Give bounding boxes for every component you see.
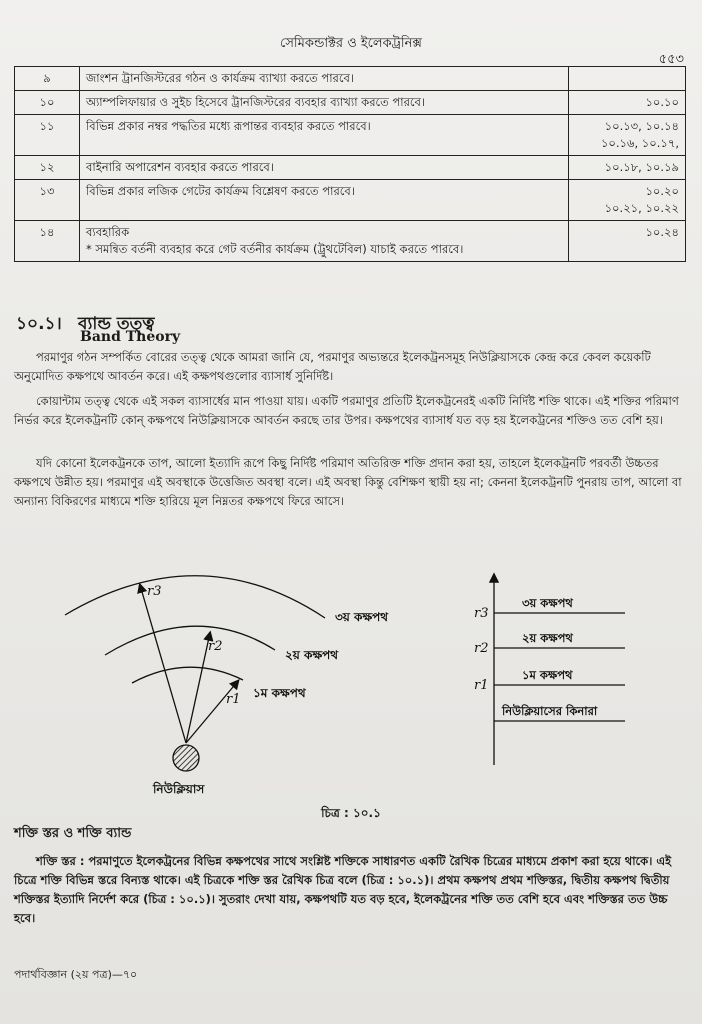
r1-label: r1	[226, 692, 241, 707]
objective-reference: ১০.১৩, ১০.১৪ ১০.১৬, ১০.১৭,	[569, 115, 686, 156]
orbit-3-arc	[65, 576, 325, 618]
paragraph-bohr: পরমাণুর গঠন সম্পর্কিত বোরের তত্ত্ব থেকে আমরা জানি যে, পরমাণুর অভ্যন্তরে ইলেকট্রনসমূহ নিউক্লিয়াসকে কেন্দ্র করে কেবল কয়েকটি অনুমোদিত কক্ষপথে আবর্তন করে। এই কক্ষপথগুলোর ব্যাসার্ধ সুনির্দিষ্ট।	[14, 350, 651, 383]
level-2-label: ২য় কক্ষপথ	[522, 631, 573, 645]
level-1-label: ১ম কক্ষপথ	[522, 668, 573, 682]
page-number: ৫৫৩	[658, 52, 684, 67]
objective-reference: ১০.১৮, ১০.১৯	[569, 156, 686, 180]
marker-r1: r1	[474, 678, 489, 693]
subsection-title: শক্তি স্তর ও শক্তি ব্যান্ড	[14, 826, 132, 841]
objective-text: অ্যাম্পলিফায়ার ও সুইচ হিসেবে ট্রানজিস্টরের ব্যবহার ব্যাখ্যা করতে পারবে।	[80, 91, 569, 115]
figure-caption: চিত্র : ১০.১	[321, 806, 381, 820]
objective-text: বিভিন্ন প্রকার নম্বর পদ্ধতির মধ্যে রূপান্তর ব্যবহার করতে পারবে।	[80, 115, 569, 156]
section-number: ১০.১।	[16, 314, 62, 334]
objective-text: ব্যবহারিক * সমন্বিত বর্তনী ব্যবহার করে গেট বর্তনীর কার্যক্রম (ট্রুথটেবিল) যাচাই করতে পারবে।	[80, 221, 569, 262]
energy-level-term: শক্তি স্তর :	[36, 854, 85, 868]
objective-row	[15, 67, 686, 91]
objective-row	[15, 221, 686, 262]
objective-row	[15, 180, 686, 221]
orbit-1-arc	[132, 667, 243, 683]
objective-reference: ১০.২০ ১০.২১, ১০.২২	[569, 180, 686, 221]
paragraph-excited: যদি কোনো ইলেকট্রনকে তাপ, আলো ইত্যাদি রূপে কিছু নির্দিষ্ট পরিমাণ অতিরিক্ত শক্তি প্রদান করা হয়, তাহলে ইলেকট্রনটি পরবর্তী উচ্চতর কক্ষপথে উন্নীত হয়। পরমাণুর এই অবস্থাকে উত্তেজিত অবস্থা বলে। এই অবস্থা কিন্তু বেশিক্ষণ স্থায়ী হয় না; কেননা ইলেকট্রনটি পুনরায় তাপ, আলো বা অন্যান্য বিকিরণের মাধ্যমে শক্তি হারিয়ে মূল নিম্নতর কক্ষপথে ফিরে আসে।	[14, 456, 682, 508]
r3-label: r3	[147, 584, 162, 599]
orbit-2-arc	[105, 626, 275, 655]
objective-number: ৯	[15, 67, 80, 91]
orbit-1-label: ১ম কক্ষপথ	[253, 686, 306, 700]
page-footer: পদার্থবিজ্ঞান (২য় পত্র)—৭০	[14, 968, 138, 981]
marker-r3: r3	[474, 606, 489, 621]
objective-reference: ১০.১০	[569, 91, 686, 115]
r2-label: r2	[208, 639, 223, 654]
paragraph-energy-level	[14, 852, 686, 928]
objective-row	[15, 115, 686, 156]
objective-number: ১২	[15, 156, 80, 180]
nucleus-label: নিউক্লিয়াস	[153, 782, 205, 796]
paragraph-quantum: কোয়ান্টাম তত্ত্ব থেকে এই সকল ব্যাসার্ধের মান পাওয়া যায়। একটি পরমাণুর প্রতিটি ইলেকট্রনেরই একটি নির্দিষ্ট শক্তি থাকে। এই শক্তির পরিমাণ নির্ভর করে ইলেকট্রনটি কোন্ কক্ষপথে নিউক্লিয়াসকে আবর্তন করছে তার উপর। কক্ষপথের ব্যাসার্ধ যত বড় হয় ইলেকট্রনের শক্তিও তত বেশি হয়।	[14, 394, 679, 427]
objective-row	[15, 156, 686, 180]
radius-r1-arrow	[186, 681, 238, 743]
objective-row	[15, 91, 686, 115]
level-3-label: ৩য় কক্ষপথ	[522, 596, 573, 610]
figure-orbits	[0, 555, 702, 805]
objective-number: ১০	[15, 91, 80, 115]
objective-reference	[569, 67, 686, 91]
marker-r2: r2	[474, 641, 489, 656]
radius-r2-arrow	[186, 633, 210, 743]
objective-text: জাংশন ট্রানজিস্টরের গঠন ও কার্যক্রম ব্যাখ্যা করতে পারবে।	[80, 67, 569, 91]
objective-number: ১৩	[15, 180, 80, 221]
objectives-table	[14, 66, 686, 262]
objective-text: বিভিন্ন প্রকার লজিক গেটের কার্যক্রম বিশ্লেষণ করতে পারবে।	[80, 180, 569, 221]
running-header: সেমিকন্ডাক্টর ও ইলেকট্রনিক্স	[280, 36, 422, 51]
section-title: ব্যান্ড তত্ত্ব	[78, 314, 155, 334]
objective-text: বাইনারি অপারেশন ব্যবহার করতে পারবে।	[80, 156, 569, 180]
orbit-2-label: ২য় কক্ষপথ	[285, 648, 339, 662]
objective-number: ১৪	[15, 221, 80, 262]
objective-reference: ১০.২৪	[569, 221, 686, 262]
nucleus-edge-label: নিউক্লিয়াসের কিনারা	[502, 704, 598, 718]
energy-level-text: পরমাণুতে ইলেকট্রনের বিভিন্ন কক্ষপথের সাথে সংশ্লিষ্ট শক্তিকে সাধারণত একটি রৈখিক চিত্রের মাধ্যমে প্রকাশ করা হয়ে থাকে। এই চিত্রে শক্তি বিভিন্ন স্তরে বিন্যস্ত থাকে। এই চিত্রকে শক্তি স্তর রৈখিক চিত্র বলে (চিত্র : ১০.১)। প্রথম কক্ষপথ প্রথম শক্তিস্তর, দ্বিতীয় কক্ষপথ দ্বিতীয় শক্তিস্তর ইত্যাদি নির্দেশ করে (চিত্র : ১০.১)। সুতরাং দেখা যায়, কক্ষপথটি যত বড় হবে, ইলেকট্রনের শক্তি তত বেশি হবে এবং শক্তিস্তর তত উচ্চ হবে।	[14, 854, 672, 925]
radius-r3-arrow	[140, 585, 186, 743]
objective-number: ১১	[15, 115, 80, 156]
nucleus-circle	[173, 745, 199, 771]
section-subtitle: Band Theory	[80, 329, 181, 345]
orbit-3-label: ৩য় কক্ষপথ	[335, 610, 389, 624]
